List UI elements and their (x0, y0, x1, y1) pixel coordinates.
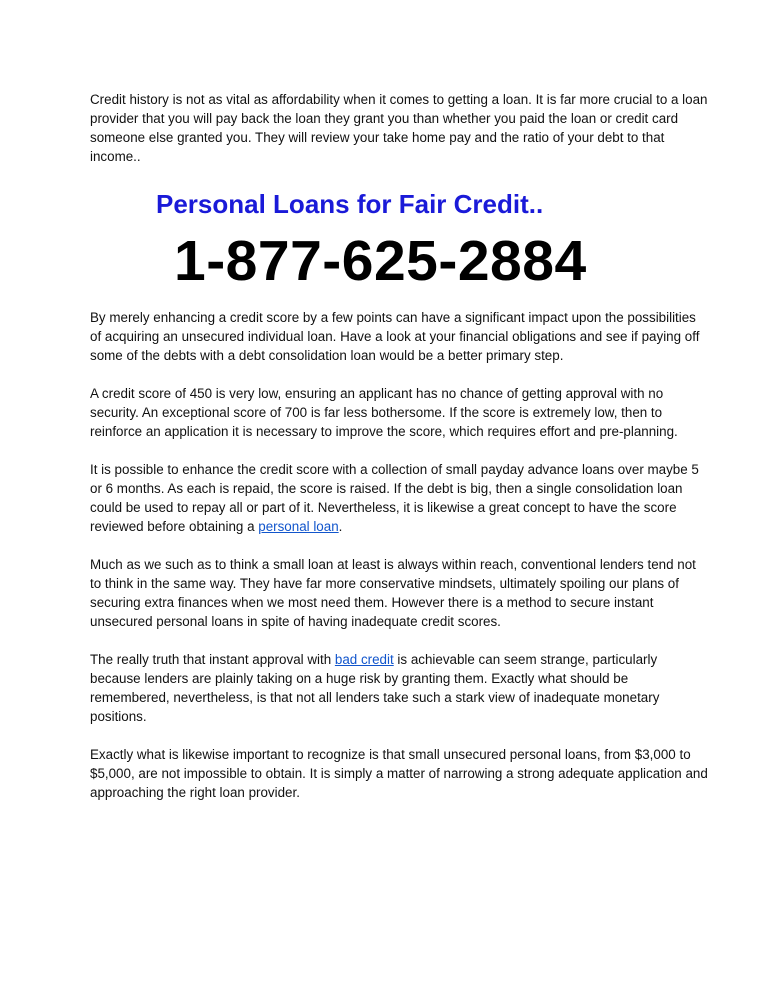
body-text (90, 308, 710, 802)
promo-block (156, 188, 710, 294)
personal-loan-link[interactable]: personal loan (258, 519, 339, 534)
paragraph-payday-loans (90, 460, 710, 536)
paragraph-conventional-lenders: Much as we such as to think a small loan at least is always within reach, conventional lenders tend not to think in the same way. They have far more conservative mindsets, ultimately spoiling our plans of securing extra finances when we most need them. However there is a method to secure instant unsecured personal loans in spite of having inadequate credit scores. (90, 557, 696, 629)
paragraph-score-450: A credit score of 450 is very low, ensuring an applicant has no chance of getting approval with no security. An exceptional score of 700 is far less bothersome. If the score is extremely low, then to reinforce an application it is necessary to improve the score, which requires effort and pre-planning. (90, 386, 678, 439)
paragraph-small-loans: Exactly what is likewise important to recognize is that small unsecured personal loans, from $3,000 to $5,000, are not impossible to obtain. It is simply a matter of narrowing a strong adequate application and approaching the right loan provider. (90, 747, 708, 800)
document-page (90, 90, 710, 821)
paragraph-text: is achievable can seem strange, particularly because lenders are plainly taking on a huge risk by granting them. Exactly what should be remembered, nevertheless, is that not all lenders take such a stark view of inadequate monetary positions. (90, 652, 660, 724)
paragraph-instant-approval (90, 650, 710, 726)
bad-credit-link[interactable]: bad credit (334, 652, 394, 667)
promo-phone-number: 1-877-625-2884 (174, 229, 587, 293)
paragraph-text: . (338, 519, 343, 534)
paragraph-credit-score-points: By merely enhancing a credit score by a few points can have a significant impact upon the possibilities of acquiring an unsecured individual loan. Have a look at your financial obligations and see if paying off some of the debts with a debt consolidation loan would be a better primary step. (90, 310, 700, 363)
promo-title: Personal Loans for Fair Credit.. (156, 189, 544, 219)
intro-paragraph: Credit history is not as vital as affordability when it comes to getting a loan. It is far more crucial to a loan provider that you will pay back the loan they grant you than whether you paid the loan or credit card someone else granted you. They will review your take home pay and the ratio of your debt to that income.. (90, 92, 708, 164)
paragraph-text: The really truth that instant approval with (90, 652, 335, 667)
paragraph-text: It is possible to enhance the credit score with a collection of small payday advance loans over maybe 5 or 6 months. As each is repaid, the score is raised. If the debt is big, then a single consolidation loan could be used to repay all or part of it. Nevertheless, it is likewise a great concept to have the score reviewed before obtaining a (90, 462, 699, 534)
